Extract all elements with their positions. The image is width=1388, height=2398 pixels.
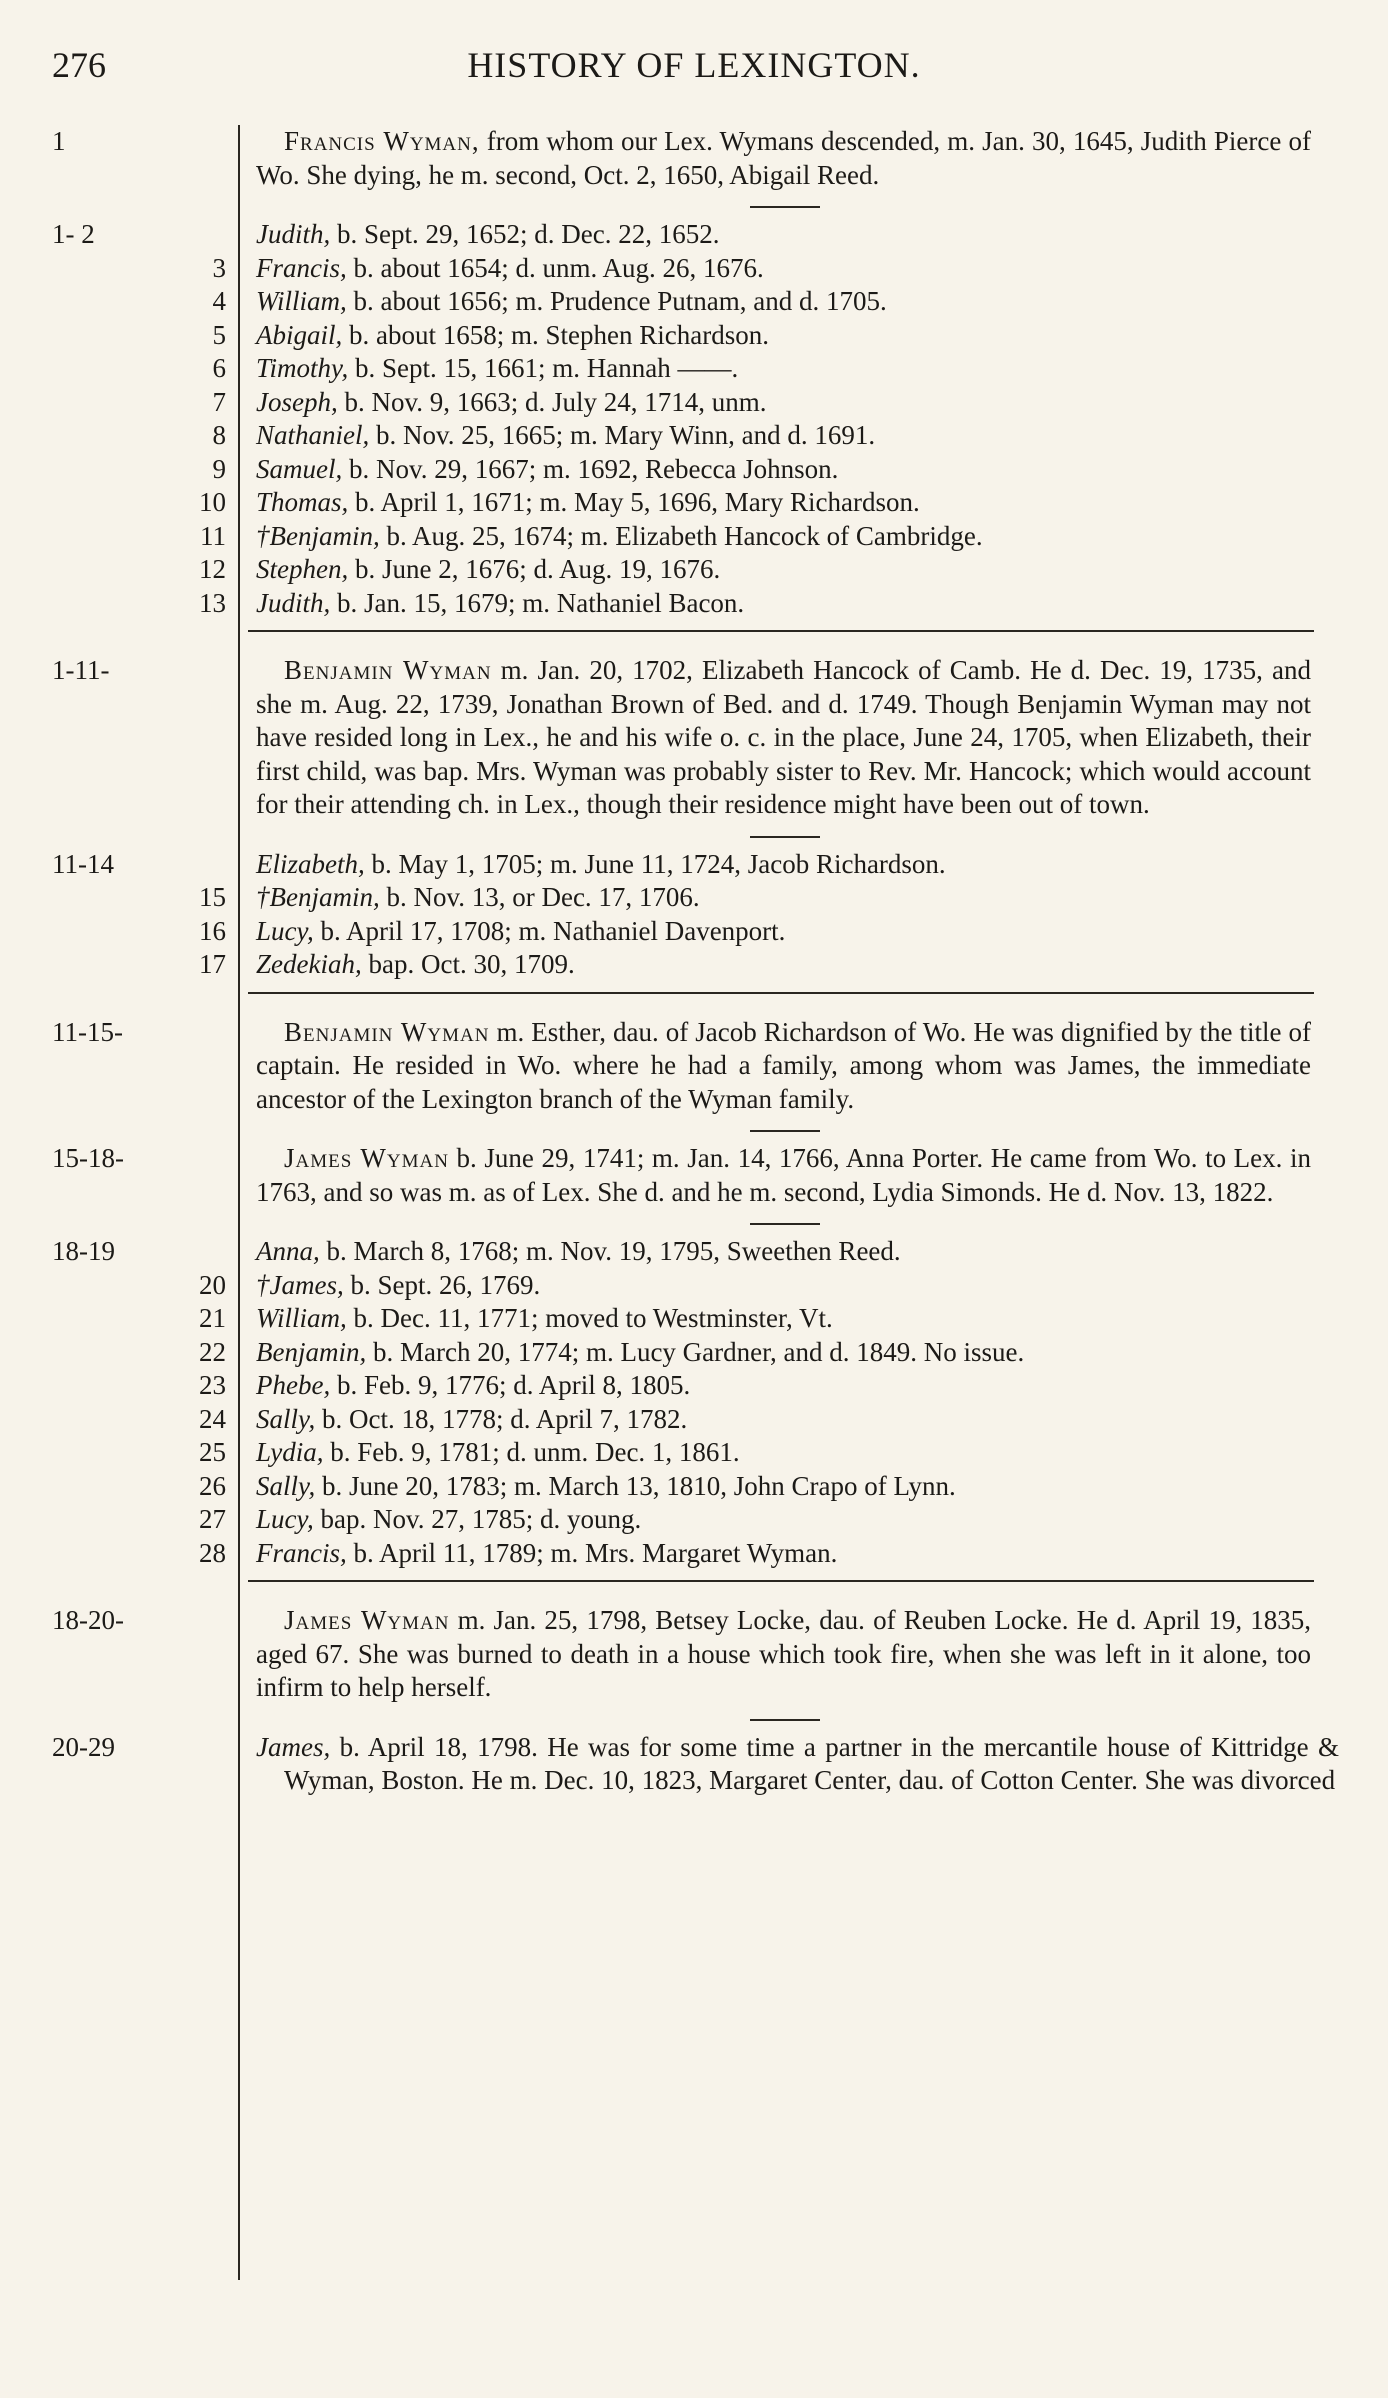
child-text [256, 319, 1339, 353]
child-text [256, 1369, 1339, 1403]
section-rule-full [248, 1580, 1314, 1582]
child-text [256, 520, 1339, 554]
section-rule-full [248, 630, 1314, 632]
section-rule-short [750, 1130, 820, 1132]
child-details: b. Aug. 25, 1674; m. Elizabeth Hancock of Cambridge. [379, 520, 983, 551]
child-reference: 15 [199, 882, 226, 912]
child-name: Lucy, [256, 1504, 314, 1534]
family-head-paragraph [256, 1604, 1311, 1705]
child-name: Benjamin, [256, 1336, 367, 1367]
child-entry [0, 1403, 1388, 1437]
child-details: b. Sept. 15, 1661; m. Hannah ——. [348, 353, 739, 383]
child-entry [0, 218, 1388, 252]
child-reference: 1- 2 [52, 219, 95, 249]
child-reference: 11-14 [52, 848, 114, 879]
child-entry [0, 553, 1388, 587]
family-head-text: m. Jan. 25, 1798, Betsey Locke, dau. of Reuben Locke. He d. April 19, 1835, aged 67. She was burned to death in a house which took fire, when she was left in it alone, too infirm to help herself. [256, 1605, 1311, 1702]
child-details: b. March 20, 1774; m. Lucy Gardner, and d. 1849. No issue. [366, 1336, 1025, 1367]
child-reference: 8 [212, 420, 226, 450]
child-entry [0, 1436, 1388, 1470]
section-rule-short [750, 1223, 820, 1225]
child-name: William, [256, 1303, 347, 1333]
child-name: Nathaniel, [256, 420, 370, 450]
family-head-text: from whom our Lex. Wymans descended, m. Jan. 30, 1645, Judith Pierce of Wo. She dying, he m. second, Oct. 2, 1650, Abigail Reed. [256, 126, 1311, 190]
child-entry [0, 285, 1388, 319]
child-name: †James, [256, 1269, 344, 1300]
child-entry [0, 252, 1388, 286]
child-name: Francis, [256, 252, 347, 283]
child-reference: 28 [199, 1537, 226, 1568]
child-text [256, 486, 1339, 520]
child-text [256, 1235, 1339, 1269]
child-name: †Benjamin, [256, 882, 380, 912]
family-reference: 15-18- [52, 1143, 124, 1173]
child-details: b. April 1, 1671; m. May 5, 1696, Mary Richardson. [348, 487, 920, 517]
child-entry [0, 486, 1388, 520]
child-details: b. Nov. 9, 1663; d. July 24, 1714, unm. [337, 386, 767, 417]
child-reference: 13 [199, 587, 226, 618]
child-reference: 3 [212, 252, 226, 283]
child-text [256, 915, 1339, 949]
section-rule-short [750, 206, 820, 208]
family-head-text: m. Jan. 20, 1702, Elizabeth Hancock of Camb. He d. Dec. 19, 1735, and she m. Aug. 22, 1739, Jonathan Brown of Bed. and d. 1749. Though Benjamin Wyman may not have resided long in Lex., he and his wife o. c. in the place, June 24, 1705, when Elizabeth, their first child, was bap. Mrs. Wyman was probably sister to Rev. Mr. Hancock; which would account for their attending ch. in Lex., though their residence might have been out of town. [256, 655, 1311, 819]
child-details: b. April 11, 1789; m. Mrs. Margaret Wyman. [346, 1537, 838, 1568]
child-details: b. Nov. 13, or Dec. 17, 1706. [379, 882, 700, 912]
child-details: b. Feb. 9, 1776; d. April 8, 1805. [330, 1370, 691, 1400]
family-head-entry [0, 1016, 1388, 1117]
child-entry [0, 1369, 1388, 1403]
section-rule-short [750, 836, 820, 838]
family-head-entry [0, 1604, 1388, 1705]
child-name: Francis, [256, 1537, 347, 1568]
page-number: 276 [52, 45, 106, 85]
child-details: b. April 17, 1708; m. Nathaniel Davenport. [313, 915, 786, 946]
child-entry [0, 419, 1388, 453]
child-name: Lydia, [256, 1437, 324, 1467]
child-details: bap. Oct. 30, 1709. [361, 949, 575, 979]
child-reference: 4 [212, 286, 226, 316]
child-details: b. Oct. 18, 1778; d. April 7, 1782. [315, 1403, 688, 1434]
child-text [256, 881, 1339, 915]
child-reference: 10 [199, 487, 226, 517]
child-reference: 18-19 [52, 1236, 115, 1266]
child-details: b. Feb. 9, 1781; d. unm. Dec. 1, 1861. [323, 1437, 740, 1467]
child-text [256, 1731, 1339, 1798]
child-reference: 20 [199, 1269, 226, 1300]
child-details: b. March 8, 1768; m. Nov. 19, 1795, Sweethen Reed. [319, 1236, 901, 1266]
section-rule-short [750, 1719, 820, 1721]
child-text [256, 1336, 1339, 1370]
child-reference: 22 [199, 1336, 226, 1367]
child-details: b. Nov. 29, 1667; m. 1692, Rebecca Johnson. [342, 453, 839, 484]
page-header-title: HISTORY OF LEXINGTON. [467, 45, 921, 85]
family-head-paragraph [256, 1142, 1311, 1209]
child-details: b. April 18, 1798. He was for some time a partner in the mercantile house of Kittridge & Wyman, Boston. He m. Dec. 10, 1823, Margaret Center, dau. of Cotton Center. She was divorced [284, 1731, 1339, 1795]
child-name: Elizabeth, [256, 848, 365, 879]
child-name: James, [256, 1731, 331, 1762]
child-details: b. Sept. 26, 1769. [343, 1269, 541, 1300]
child-text [256, 948, 1339, 982]
child-reference: 11 [200, 520, 226, 551]
child-name: Judith, [256, 219, 331, 249]
child-details: b. about 1656; m. Prudence Putnam, and d. 1705. [346, 286, 887, 316]
child-text [256, 419, 1339, 453]
child-text [256, 553, 1339, 587]
child-text [256, 848, 1339, 882]
child-name: Sally, [256, 1470, 316, 1501]
family-head-entry [0, 125, 1388, 192]
child-text [256, 453, 1339, 487]
child-reference: 5 [212, 319, 226, 350]
child-text [256, 252, 1339, 286]
section-rule-full [248, 992, 1314, 994]
child-reference: 9 [212, 453, 226, 484]
child-entry [0, 1269, 1388, 1303]
child-name: Samuel, [256, 453, 343, 484]
child-entry [0, 1731, 1388, 1798]
child-text [256, 1302, 1339, 1336]
family-head-name: James Wyman [284, 1605, 450, 1635]
family-head-text: b. June 29, 1741; m. Jan. 14, 1766, Anna Porter. He came from Wo. to Lex. in 1763, and so was m. as of Lex. She d. and he m. second, Lydia Simonds. He d. Nov. 13, 1822. [256, 1143, 1311, 1207]
child-text [256, 1269, 1339, 1303]
child-entry [0, 1302, 1388, 1336]
family-head-name: Benjamin Wyman [284, 655, 492, 685]
child-entry [0, 881, 1388, 915]
child-entry [0, 1503, 1388, 1537]
child-text [256, 1436, 1339, 1470]
child-details: b. May 1, 1705; m. June 11, 1724, Jacob Richardson. [364, 848, 946, 879]
family-reference: 1-11- [52, 655, 110, 685]
child-entry [0, 1537, 1388, 1571]
child-details: b. June 2, 1676; d. Aug. 19, 1676. [348, 554, 721, 584]
child-reference: 27 [199, 1504, 226, 1534]
child-name: Zedekiah, [256, 949, 362, 979]
child-name: Timothy, [256, 353, 349, 383]
family-head-paragraph [256, 125, 1311, 192]
child-details: b. about 1654; d. unm. Aug. 26, 1676. [346, 252, 764, 283]
child-details: b. June 20, 1783; m. March 13, 1810, John Crapo of Lynn. [315, 1470, 956, 1501]
child-reference: 20-29 [52, 1731, 115, 1762]
child-text [256, 352, 1339, 386]
child-name: Judith, [256, 587, 331, 618]
child-name: Phebe, [256, 1370, 331, 1400]
child-reference: 26 [199, 1470, 226, 1501]
child-reference: 7 [212, 386, 226, 417]
child-name: Sally, [256, 1403, 316, 1434]
child-text [256, 1503, 1339, 1537]
family-reference: 11-15- [52, 1016, 123, 1047]
child-entry [0, 386, 1388, 420]
family-reference: 1 [52, 126, 66, 156]
child-details: bap. Nov. 27, 1785; d. young. [313, 1504, 642, 1534]
child-details: b. Sept. 29, 1652; d. Dec. 22, 1652. [330, 219, 720, 249]
child-reference: 23 [199, 1370, 226, 1400]
family-reference: 18-20- [52, 1605, 124, 1635]
child-entry [0, 948, 1388, 982]
child-reference: 25 [199, 1437, 226, 1467]
family-head-paragraph [256, 654, 1311, 822]
child-entry [0, 453, 1388, 487]
child-reference: 12 [199, 554, 226, 584]
child-details: b. Nov. 25, 1665; m. Mary Winn, and d. 1691. [369, 420, 876, 450]
child-text [256, 1403, 1339, 1437]
child-entry [0, 1235, 1388, 1269]
family-head-paragraph [256, 1016, 1311, 1117]
child-text [256, 285, 1339, 319]
child-name: Stephen, [256, 554, 349, 584]
child-name: Thomas, [256, 487, 349, 517]
child-details: b. Jan. 15, 1679; m. Nathaniel Bacon. [330, 587, 745, 618]
child-text [256, 386, 1339, 420]
child-name: Joseph, [256, 386, 338, 417]
family-head-name: James Wyman [284, 1143, 449, 1173]
family-head-entry [0, 1142, 1388, 1209]
child-entry [0, 1470, 1388, 1504]
child-reference: 17 [199, 949, 226, 979]
child-reference: 6 [212, 353, 226, 383]
child-text [256, 587, 1339, 621]
child-entry [0, 848, 1388, 882]
child-reference: 16 [199, 915, 226, 946]
child-entry [0, 915, 1388, 949]
child-entry [0, 520, 1388, 554]
child-name: Abigail, [256, 319, 343, 350]
child-entry [0, 319, 1388, 353]
child-entry [0, 352, 1388, 386]
family-head-name: Benjamin Wyman [284, 1016, 490, 1047]
family-head-text: m. Esther, dau. of Jacob Richardson of Wo. He was dignified by the title of captain. He resided in Wo. where he had a family, among whom was James, the immediate ancestor of the Lexington branch of the Wyman family. [256, 1016, 1311, 1114]
family-head-name: Francis Wyman, [284, 126, 480, 156]
child-details: b. about 1658; m. Stephen Richardson. [342, 319, 769, 350]
child-details: b. Dec. 11, 1771; moved to Westminster, Vt. [346, 1303, 833, 1333]
child-reference: 21 [199, 1303, 226, 1333]
genealogy-entries [0, 125, 1388, 1798]
child-text [256, 218, 1339, 252]
child-reference: 24 [199, 1403, 226, 1434]
child-entry [0, 587, 1388, 621]
child-entry [0, 1336, 1388, 1370]
child-name: William, [256, 286, 347, 316]
child-text [256, 1470, 1339, 1504]
child-name: Anna, [256, 1236, 320, 1266]
child-name: Lucy, [256, 915, 314, 946]
family-head-entry [0, 654, 1388, 822]
child-text [256, 1537, 1339, 1571]
child-name: †Benjamin, [256, 520, 380, 551]
